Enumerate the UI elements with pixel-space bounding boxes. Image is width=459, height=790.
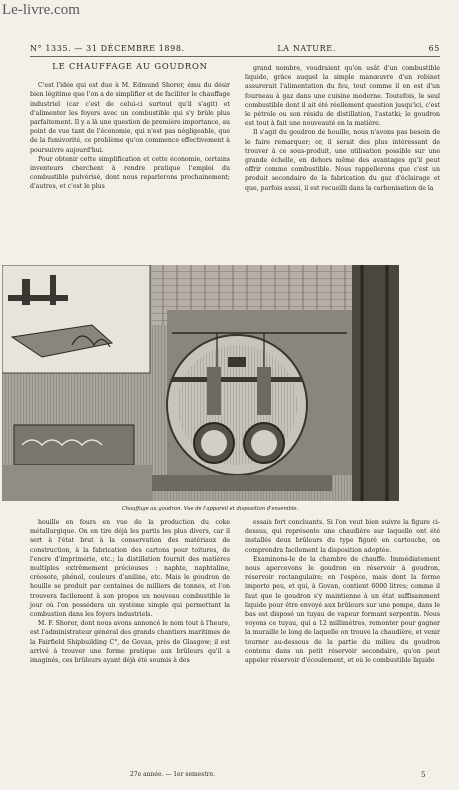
watermark: Le-livre.com xyxy=(2,2,80,18)
article-title: LE CHAUFFAGE AU GOUDRON xyxy=(52,61,208,71)
paragraph: houille en fours en vue de la production du coke métallurgique. On en tire déjà les partis les plus divers, car il sert à l'état brut à la conservation des matériaux de construction, à la fabrication des cartons pour toitures, de l'encre d'imprimerie, etc.; la distillation fournit des matières multiples extrêmement précieuses : naphte, naphtaline, créosote, phénol, couleurs d'aniline, etc. Mais le goudron de houille se produit par centaines de milliers de tonnes, et l'on trouvera facilement à son propos un nouveau combustible le jour où l'on possédera un système simple qui permettant la combustion dans les foyers industriels. xyxy=(30,519,230,619)
header-rule xyxy=(30,56,440,57)
volume-line: 27e année. — 1er semestre. xyxy=(130,771,216,778)
paragraph: Pour obtenir cette simplification et cette économie, certains inventeurs cherchent à rendre pratique l'emploi du combustible pulvérisé, dont nous reparlerons prochainement; d'autres, et c'est le plus xyxy=(30,155,230,191)
paragraph: grand nombre, voudraient qu'on usât d'un combustible liquide, grâce auquel la simple manœuvre d'un robinet assurerait l'alimentation du feu, tout comme il en est d'un fourneau à gaz dans une cuisine moderne. Toutefois, le seul combustible dont il ait été réellement question jusqu'ici, c'est le pétrole ou son résidu de distillation, l'astatki; le goudron est tout à fait une nouveauté en la matière. xyxy=(245,65,440,128)
page-number: 65 xyxy=(428,44,440,53)
boiler-engraving xyxy=(2,265,399,501)
paragraph: essais fort concluants. Si l'on veut bien suivre la figure ci-dessus, qui représente une chaudière sur laquelle ont été installés deux brûleurs du type figuré en cartouche, on comprendra facilement la disposition adoptée. xyxy=(245,519,440,554)
paragraph: Examinons-le de la chambre de chauffe. Immédiatement nous apercevons le goudron en réservoir à goudron, réservoir rectangulaire; en l'espèce, mais dont la forme importe peu, et qui, à Govan, contient 6000 litres; comme il faut que le goudron s'y maintienne à un état suffisamment liquide pour être envoyé aux brûleurs sur une pompe, dans le bas est disposé un tuyau de vapeur formant serpentin. Nous voyons ce tuyau, qui a 12 millimètres, remonter pour gagner la muraille le long de laquelle on trouve la chaudière, et venir tourner au-dessous de la partie du milieu du goudron contenu dans un petit réservoir secondaire, qu'on peut appeler réservoir d'écoulement, et où le combustible liquide xyxy=(245,555,440,665)
signature-mark: 5 xyxy=(421,771,426,779)
column-bottom-right xyxy=(245,518,440,665)
engraving-figure xyxy=(2,265,399,501)
paragraph: Il s'agit du goudron de houille, nous n'avons pas besoin de le faire remarquer; or, il serait des plus intéressant de trouver à ce sous-produit, une utilisation possible sur une grande échelle, en dehors même des avantages qu'il peut offrir comme combustible. Nous rappellerons que c'est un produit secondaire de la fabrication du gaz d'éclairage et que, parfois aussi, il est recueilli dans la carbonisation de la xyxy=(245,129,440,192)
journal-name: LA NATURE. xyxy=(277,44,336,53)
paragraph: M. F. Shorer, dont nous avons annoncé le nom tout à l'heure, est l'administrateur général des grands chantiers maritimes de la Fairfield Shipbuilding C°, de Govan, près de Glasgow; il est arrivé à trouver une forme pratique aux brûleurs qu'il a imaginés, ces brûleurs ayant déjà été soumis à des xyxy=(30,620,230,665)
column-bottom-left xyxy=(30,518,230,665)
column-top-left xyxy=(30,60,230,192)
column-top-right xyxy=(245,64,440,193)
issue-line: N° 1335. — 31 DÉCEMBRE 1898. xyxy=(30,44,185,53)
figure-caption: Chauffage au goudron. Vue de l'appareil et disposition d'ensemble. xyxy=(121,506,299,512)
page-header xyxy=(30,44,440,53)
paragraph: C'est l'idée qui est due à M. Edmund Shorer, ému du désir bien légitime que l'on a de simplifier et de faciliter le chauffage industriel (car c'est de celui-ci surtout qu'il s'agit) et d'alimenter les foyers avec un combustible qui s'y brûle plus parfaitement. Il y a là une question de première importance, au point de vue tant de l'économie, qui n'est pas négligeable, que de la fumivorité, ce problème qu'on commence effectivement à poursuivre aujourd'hui. xyxy=(30,82,230,154)
